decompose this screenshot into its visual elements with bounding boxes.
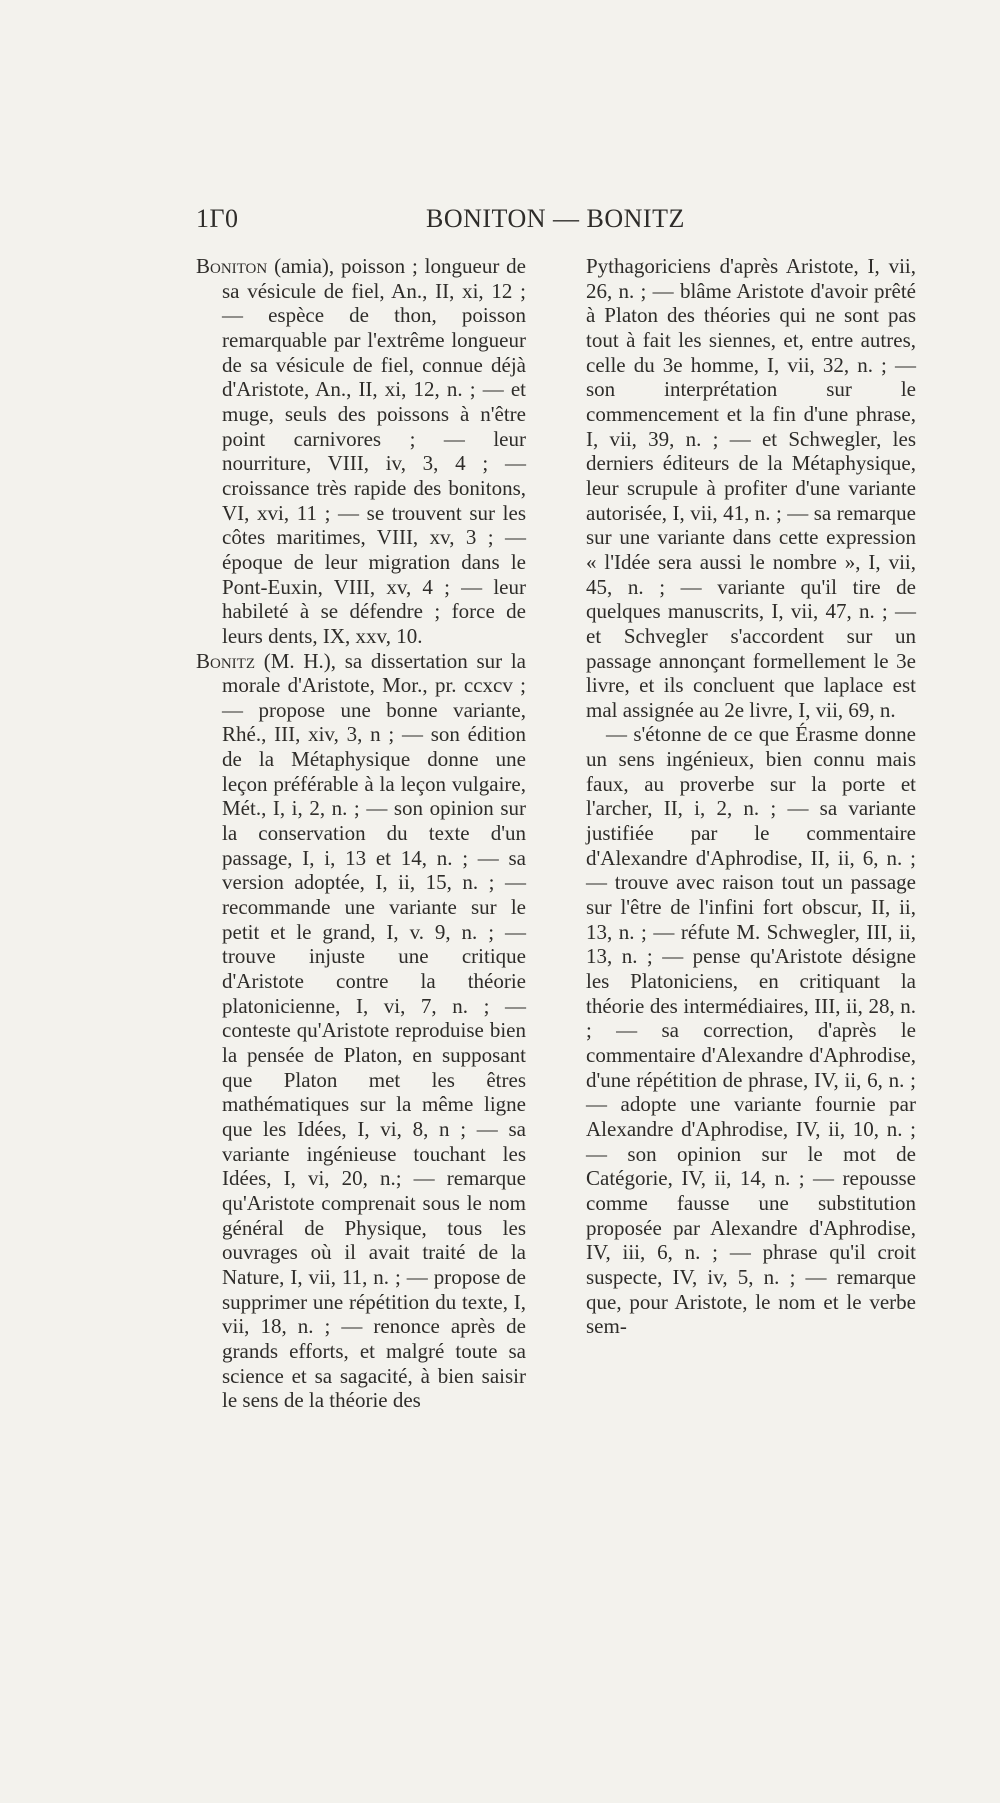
index-entry-boniton	[196, 254, 526, 649]
entry-headword: Boniton	[196, 254, 268, 278]
index-entry-bonitz	[196, 649, 526, 1413]
page-number: 1Γ0	[196, 204, 239, 233]
left-column	[196, 254, 526, 1413]
entry-headword: Bonitz	[196, 648, 255, 673]
entry-continuation: Pythagoriciens d'après Aristote, I, vii, 26, n. ; — blâme Aristote d'avoir prêté à Platon des théories qui ne sont pas tout à fait les siennes, et, entre autres, celle du 3e homme, I, vii, 32, n. ; — son interprétation sur le commencement et la fin d'une phrase, I, vii, 39, n. ; — et Schwegler, les derniers éditeurs de la Métaphysique, leur scrupule à profiter d'une variante autorisée, I, vii, 41, n. ; — sa remarque sur une variante dans cette expression « l'Idée sera aussi le nombre », I, vii, 45, n. ; — variante qu'il tire de quelques manuscrits, I, vii, 47, n. ; — et Schvegler s'accordent sur un passage annonçant formellement le 3e livre, et ils concluent que laplace est mal assignée au 2e livre, I, vii, 69, n.	[586, 254, 916, 722]
entry-text: (amia), poisson ; longueur de sa vésicule de fiel, An., II, xi, 12 ; — espèce de thon, poisson remarquable par l'extrême longueur de sa vésicule de fiel, connue déjà d'Aristote, An., II, xi, 12, n. ; — et muge, seuls des poissons à n'être point carnivores ; — leur nourriture, VIII, iv, 3, 4 ; — croissance très rapide des bonitons, VI, xvi, 11 ; — se trouvent sur les côtes maritimes, VIII, xv, 3 ; — époque de leur migration dans le Pont-Euxin, VIII, xv, 4 ; — leur habileté à se défendre ; force de leurs dents, IX, xxv, 10.	[222, 254, 526, 648]
running-title: BONITON — BONITZ	[426, 204, 685, 233]
right-column	[586, 254, 916, 1339]
page-header	[196, 204, 896, 238]
entry-paragraph: — s'étonne de ce que Érasme donne un sens ingénieux, bien connu mais faux, au proverbe sur la porte et l'archer, II, i, 2, n. ; — sa variante justifiée par le commentaire d'Alexandre d'Aphrodise, II, ii, 6, n. ; — trouve avec raison tout un passage sur l'être de l'infini fort obscur, II, ii, 13, n. ; — réfute M. Schwegler, III, ii, 13, n. ; — pense qu'Aristote désigne les Platoniciens, en critiquant la théorie des intermédiaires, III, ii, 28, n. ; — sa correction, d'après le commentaire d'Alexandre d'Aphrodise, d'une répétition de phrase, IV, ii, 6, n. ; — adopte une variante fournie par Alexandre d'Aphrodise, IV, ii, 10, n. ; — son opinion sur le mot de Catégorie, IV, ii, 14, n. ; — repousse comme fausse une substitution proposée par Alexandre d'Aphrodise, IV, iii, 6, n. ; — phrase qu'il croit suspecte, IV, iv, 5, n. ; — remarque que, pour Aristote, le nom et le verbe sem-	[586, 722, 916, 1339]
entry-text: (M. H.), sa dissertation sur la morale d'Aristote, Mor., pr. ccxcv ; — propose une bonne variante, Rhé., III, xiv, 3, n ; — son édition de la Métaphysique donne une leçon préférable à la leçon vulgaire, Mét., I, i, 2, n. ; — son opinion sur la conservation du texte d'un passage, I, i, 13 et 14, n. ; — sa version adoptée, I, ii, 15, n. ; — recommande une variante sur le petit et le grand, I, v. 9, n. ; — trouve injuste une critique d'Aristote contre la théorie platonicienne, I, vi, 7, n. ; — conteste qu'Aristote reproduise bien la pensée de Platon, en supposant que Platon met les êtres mathématiques sur la même ligne que les Idées, I, vi, 8, n ; — sa variante ingénieuse touchant les Idées, I, vi, 20, n.; — remarque qu'Aristote comprenait sous le nom général de Physique, tous les ouvrages où il avait traité de la Nature, I, vii, 11, n. ; — propose de supprimer une répétition du texte, I, vii, 18, n. ; — renonce après de grands efforts, et malgré toute sa science et sa sagacité, à bien saisir le sens de la théorie des	[222, 648, 526, 1413]
